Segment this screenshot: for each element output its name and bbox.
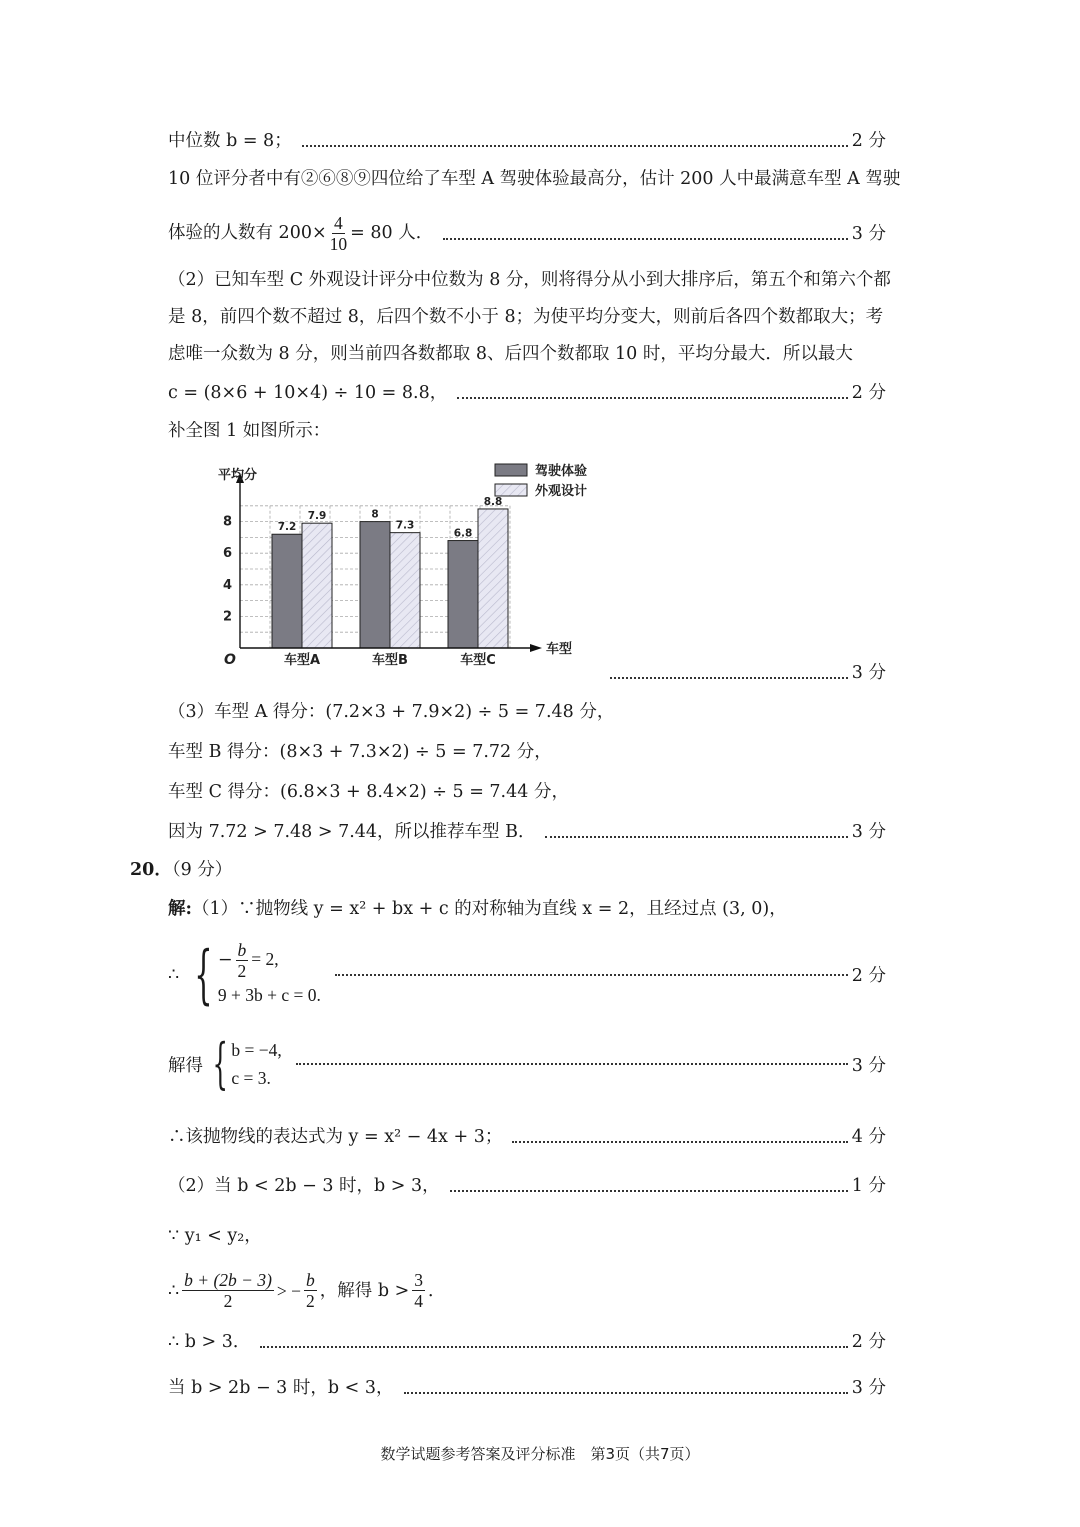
dotted-leader [335,974,848,976]
fraction [236,940,249,981]
answer-text: 车型 B 得分：(8×3 + 7.3×2) ÷ 5 = 7.72 分， [168,742,552,762]
system-equations [231,1036,281,1092]
score-label: 4 分 [851,1127,886,1147]
answer-text: 当 b > 2b − 3 时，b < 3， [168,1378,394,1398]
bar-exterior [390,533,420,648]
score-label: 2 分 [851,383,886,403]
answer-text: ∴ b > 3． [168,1332,251,1352]
y-axis-label: 平均分 [218,468,258,483]
answer-line [168,780,569,804]
question-points: （9 分） [171,860,233,880]
therefore-symbol: ∴ [168,964,180,985]
fraction-numerator: b [306,1270,315,1290]
answer-text: c = (8×6 + 10×4) ÷ 10 = 8.8， [168,383,448,403]
dotted-leader [302,145,848,147]
bar-driving [360,522,390,648]
answer-text: （3）车型 A 得分：(7.2×3 + 7.9×2) ÷ 5 = 7.48 分， [168,702,615,722]
score-label: 2 分 [851,966,886,986]
legend-label: 驾驶体验 [535,464,588,479]
answer-text: ∴该抛物线的表达式为 y = x² − 4x + 3； [168,1127,503,1147]
answer-text: 10 位评分者中有②⑥⑧⑨四位给了车型 A 驾驶体验最高分，估计 200 人中最满意车型 A 驾驶 [168,169,901,189]
legend-swatch [495,464,527,476]
y-tick-label: 2 [222,609,232,625]
answer-line [168,1376,886,1400]
answer-line [168,167,900,191]
page-footer: 数学试题参考答案及评分标准 第3页（共7页） [380,1445,700,1463]
system-equations [218,940,321,1009]
category-label: 车型C [460,653,496,668]
data-label: 7.3 [395,519,415,532]
answer-text: 车型 C 得分：(6.8×3 + 8.4×2) ÷ 5 = 7.44 分， [168,782,569,802]
bar-exterior [302,523,332,648]
answer-text: （2）已知车型 C 外观设计评分中位数为 8 分，则将得分从小到大排序后，第五个和第六个都 [168,270,891,290]
answer-text-post: ． [428,1280,446,1301]
question-header [130,858,232,882]
dotted-leader [296,1063,848,1065]
fraction [330,213,348,254]
answer-text-pre: 体验的人数有 200× [168,223,327,243]
score-label: 3 分 [851,1378,886,1398]
dotted-leader [404,1392,848,1394]
category-label: 车型B [372,653,408,668]
answer-text: 是 8，前四个数不超过 8，后四个数不小于 8；为使平均分变大，则前后各四个数都取大；考 [168,307,884,327]
fraction-numerator: 4 [334,213,343,233]
fraction-denominator: 10 [329,234,348,254]
fraction-numerator: 3 [414,1270,424,1290]
dotted-leader [512,1141,847,1143]
answer-text: （2）当 b < 2b − 3 时，b > 3， [168,1176,440,1196]
legend-label: 外观设计 [535,484,588,499]
answer-line [168,419,330,443]
question-number: 20． [130,860,172,880]
solution-label: 解: [168,899,192,919]
solution-prefix: 解得 [168,1055,203,1076]
fraction-denominator: 4 [414,1291,424,1311]
answer-line [168,1224,262,1248]
equation-system [168,1032,886,1095]
answer-text-post: = 80 人． [350,223,434,243]
answer-line [168,1174,886,1198]
answer-text: 因为 7.72 > 7.48 > 7.44，所以推荐车型 B． [168,822,536,842]
system-equation: 9 + 3b + c = 0. [217,985,321,1005]
bar-driving [272,534,302,648]
therefore-symbol: ∴ [168,1280,180,1301]
answer-text: 虑唯一众数为 8 分，则当前四各数都取 8、后四个数都取 10 时，平均分最大．所以最大 [168,344,853,364]
data-label: 8 [371,508,379,521]
score-label: 2 分 [851,1332,886,1352]
inequality-sign: > − [276,1280,302,1301]
dotted-leader [610,677,848,679]
brace-symbol: { [194,937,213,1012]
fraction [304,1270,317,1311]
score-label: 3 分 [851,1055,886,1076]
answer-line [168,1125,886,1149]
dotted-leader [450,1190,848,1192]
fraction-denominator: 2 [306,1291,315,1311]
equation-suffix: = 2, [251,949,279,969]
system-equation: b = −4, [231,1040,282,1060]
dotted-leader [260,1346,847,1348]
score-label: 2 分 [851,131,886,151]
answer-text: （1）∵抛物线 y = x² + bx + c 的对称轴为直线 x = 2，且经过点 (3, 0)， [191,899,787,919]
system-equation: c = 3. [231,1068,271,1088]
bar-driving [448,541,478,648]
answer-line [168,740,552,764]
answer-text [168,213,433,254]
answer-text: 中位数 b = 8； [168,131,292,151]
x-axis-label: 车型 [546,642,573,657]
score-label: 3 分 [851,223,886,244]
dotted-leader [545,836,847,838]
answer-line [168,129,886,153]
fraction-numerator: b [237,940,247,960]
origin-label: O [224,652,236,668]
answer-line [168,1330,886,1354]
answer-line [168,1270,446,1311]
answer-text: ，解得 b > [319,1280,410,1301]
score-label: 1 分 [851,1176,886,1196]
answer-line [168,342,853,366]
answer-text: 补全图 1 如图所示： [168,421,331,441]
score-label: 3 分 [851,822,886,842]
equation-prefix: − [217,950,233,970]
score-label: 3 分 [851,663,886,683]
answer-line [168,305,883,329]
brace-symbol: { [212,1032,228,1095]
fraction [182,1270,274,1311]
fraction-denominator: 2 [223,1291,233,1311]
x-axis-arrow [530,644,542,652]
y-tick-label: 4 [222,577,232,593]
bar-chart [210,455,630,670]
answer-line [168,700,614,724]
legend-swatch [495,484,527,496]
answer-line [168,381,886,405]
dotted-leader [457,397,848,399]
data-label: 7.9 [307,510,327,523]
fraction-denominator: 2 [237,961,247,981]
answer-text: ∵ y₁ < y₂， [168,1226,262,1246]
fraction [412,1270,425,1311]
system-equation [218,940,321,981]
answer-line [610,661,886,685]
data-label: 7.2 [277,521,297,534]
answer-line [168,820,886,844]
y-tick-label: 6 [222,546,232,562]
dotted-leader [443,238,848,240]
answer-line [168,897,787,921]
y-tick-label: 8 [222,514,232,530]
answer-line [168,268,891,292]
data-label: 8.8 [483,495,503,508]
data-label: 6.8 [453,527,473,540]
category-label: 车型A [283,653,321,668]
answer-line [168,213,886,254]
bar-exterior [478,509,508,648]
equation-system [168,937,886,1012]
fraction-numerator: b + (2b − 3) [184,1270,272,1290]
